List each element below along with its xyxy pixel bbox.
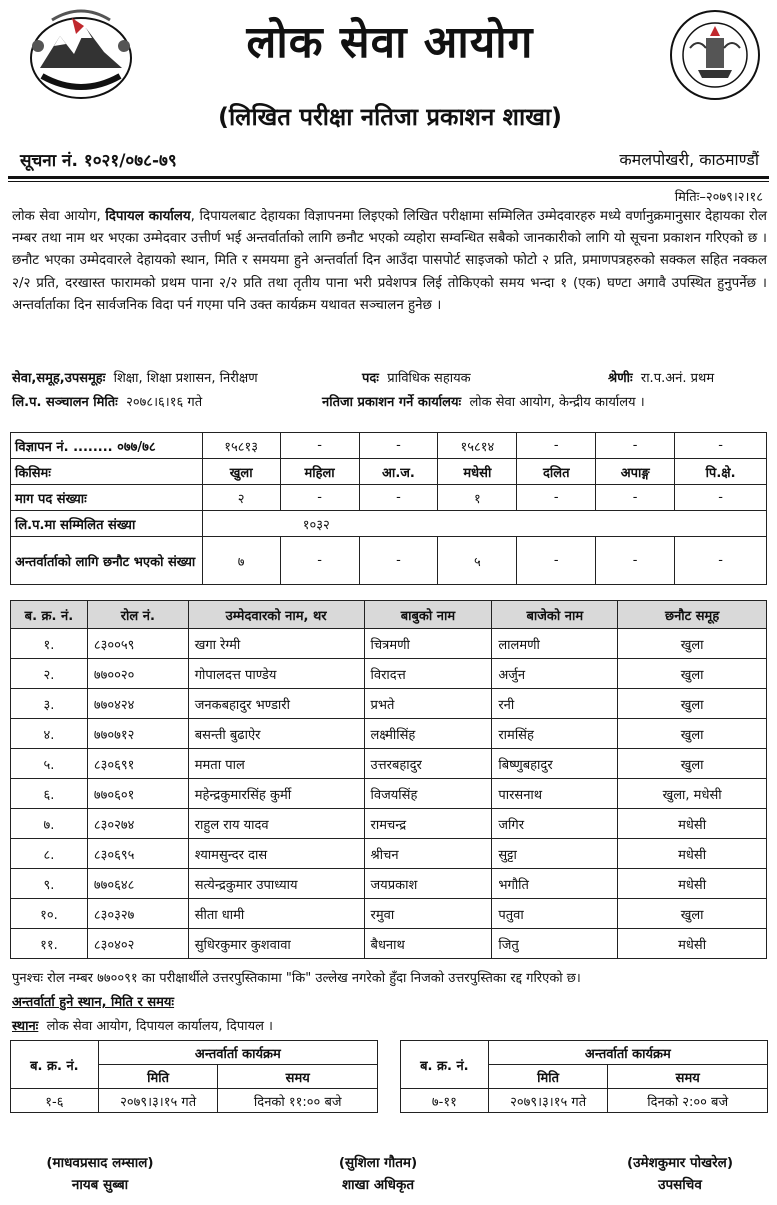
table-row: अन्तर्वार्ताको लागि छनौट भएको संख्या ७ - - ५ - - -: [11, 537, 767, 585]
post-field: पदः प्राविधिक सहायक: [362, 371, 471, 386]
table-row: १०. ८३०३२७ सीता धामी रमुवा पतुवा खुला: [11, 899, 767, 929]
table-row: १-६ २०७९।३।१५ गते दिनको ११:०० बजे: [11, 1089, 378, 1113]
signature-block: (उमेशकुमार पोखरेल) उपसचिव: [626, 1155, 734, 1193]
footnote: पुनश्चः रोल नम्बर ७७००९१ का परीक्षार्थीले उत्तरपुस्तिकामा "कि" उल्लेख नगरेको हुँदा निजको उत्तरपुस्तिका रद्द गरिएको छ।: [12, 971, 581, 986]
table-row: माग पद संख्याः २ - - १ - - -: [11, 485, 767, 511]
divider: [8, 181, 769, 182]
signature-block: (सुशिला गौतम) शाखा अधिकृत: [338, 1155, 418, 1193]
table-row: ८. ८३०६९५ श्यामसुन्दर दास श्रीचन सुट्टा मधेसी: [11, 839, 767, 869]
table-row: १. ८३००५९ खगा रेग्मी चित्रमणी लालमणी खुला: [11, 629, 767, 659]
publisher-field: नतिजा प्रकाशन गर्ने कार्यालयः लोक सेवा आयोग, केन्द्रीय कार्यालय ।: [322, 395, 645, 410]
table-row: लि.प.मा सम्मिलित संख्या १०३२: [11, 511, 767, 537]
service-group: सेवा,समूह,उपसमूहः शिक्षा, शिक्षा प्रशासन, निरीक्षण: [12, 371, 258, 386]
schedule-table-left: ब. क्र. नं. अन्तर्वार्ता कार्यक्रम मिति समय १-६ २०७९।३।१५ गते दिनको ११:०० बजे: [10, 1040, 378, 1113]
table-row: ९. ७७०६४८ सत्येन्द्रकुमार उपाध्याय जयप्रकाश भगौति मधेसी: [11, 869, 767, 899]
schedule-table-right: ब. क्र. नं. अन्तर्वार्ता कार्यक्रम मिति समय ७-११ २०७९।३।१५ गते दिनको २:०० बजे: [400, 1040, 768, 1113]
table-row: ४. ७७०७१२ बसन्ती बुढाऐर लक्ष्मीसिंह रामसिंह खुला: [11, 719, 767, 749]
divider: [8, 176, 769, 179]
psc-logo-icon: [668, 8, 762, 102]
notice-number: सूचना नं. १०२१/०७८-७९: [20, 151, 177, 171]
header: [0, 0, 777, 140]
table-row: ६. ७७०६०१ महेन्द्रकुमारसिंह कुर्मी विजयसिंह पारसनाथ खुला, मधेसी: [11, 779, 767, 809]
exam-date-field: लि.प. सञ्चालन मितिः २०७८।६।१६ गते: [12, 395, 203, 410]
table-row: ११. ८३०४०२ सुधिरकुमार कुशवावा बैधनाथ जितु मधेसी: [11, 929, 767, 959]
vacancy-summary-table: [10, 432, 767, 585]
table-row: ७-११ २०७९।३।१५ गते दिनको २:०० बजे: [401, 1089, 768, 1113]
office-name: दिपायल कार्यालय: [105, 209, 191, 224]
table-row: ७. ८३०२७४ राहुल राय यादव रामचन्द्र जगिर मधेसी: [11, 809, 767, 839]
page-subtitle: (लिखित परीक्षा नतिजा प्रकाशन शाखा): [217, 103, 563, 131]
table-row: विज्ञापन नं. ........ ०७७/७८ १५८१३ - - १५८१४ - - -: [11, 433, 767, 459]
venue-heading: अन्तर्वार्ता हुने स्थान, मिति र समयः: [12, 995, 175, 1010]
notice-date: मितिः–२०७९।२।१८: [674, 190, 763, 205]
table-row: २. ७७००२० गोपालदत्त पाण्डेय विरादत्त अर्जुन खुला: [11, 659, 767, 689]
office-location: कमलपोखरी, काठमाण्डौं: [619, 150, 759, 169]
results-table: [10, 600, 767, 959]
results-body: [11, 629, 767, 959]
notice-body: लोक सेवा आयोग, दिपायल कार्यालय, दिपायलबाट देहायका विज्ञापनमा लिइएको लिखित परीक्षामा सम्मिलित उम्मेदवारहरु मध्ये वर्णानुक्रमानुसार देहायका रोल नम्बर तथा नाम थर भएका उम्मेदवार उत्तीर्ण भई अन्तर्वार्ताको लागि छनौट भएको व्यहोरा सम्वन्धित सबैको जानकारीको लागि यो सूचना प्रकाशन गरिएको छ । छनौट भएका उम्मेदवारले देहायको स्थान, मिति र समयमा हुने अन्तर्वार्ता दिन आउँदा पासपोर्ट साइजको फोटो २ प्रति, प्रमाणपत्रहरुको सक्कल सहित नक्कल २/२ प्रति, दरखास्त फारामको प्रथम पाना २/२ प्रति तथा तृतीय पाना भरी प्रवेशपत्र लिई तोकिएको समय भन्दा १ (एक) घण्टा अगावै उपस्थित हुनुपर्नेछ । अन्तर्वार्ताका दिन सार्वजनिक विदा पर्न गएमा पनि उक्त कार्यक्रम यथावत सञ्चालन हुनेछ ।: [12, 209, 768, 313]
signature-block: (माधवप्रसाद लम्साल) नायब सुब्बा: [46, 1155, 154, 1193]
class-field: श्रेणीः रा.प.अनं. प्रथम: [608, 371, 715, 386]
table-row: किसिमः खुला महिला आ.ज. मधेसी दलित अपाङ्ग पि.क्षे.: [11, 459, 767, 485]
table-header-row: ब. क्र. नं. रोल नं. उम्मेदवारको नाम, थर बाबुको नाम बाजेको नाम छनौट समूह: [11, 601, 767, 629]
table-row: ३. ७७०४२४ जनकबहादुर भण्डारी प्रभते रनी खुला: [11, 689, 767, 719]
nepal-emblem-icon: [22, 6, 140, 106]
table-row: ५. ८३०६९१ ममता पाल उत्तरबहादुर बिष्णुबहादुर खुला: [11, 749, 767, 779]
page-title: लोक सेवा आयोग: [246, 17, 534, 68]
venue: स्थानः लोक सेवा आयोग, दिपायल कार्यालय, दिपायल ।: [12, 1019, 273, 1034]
